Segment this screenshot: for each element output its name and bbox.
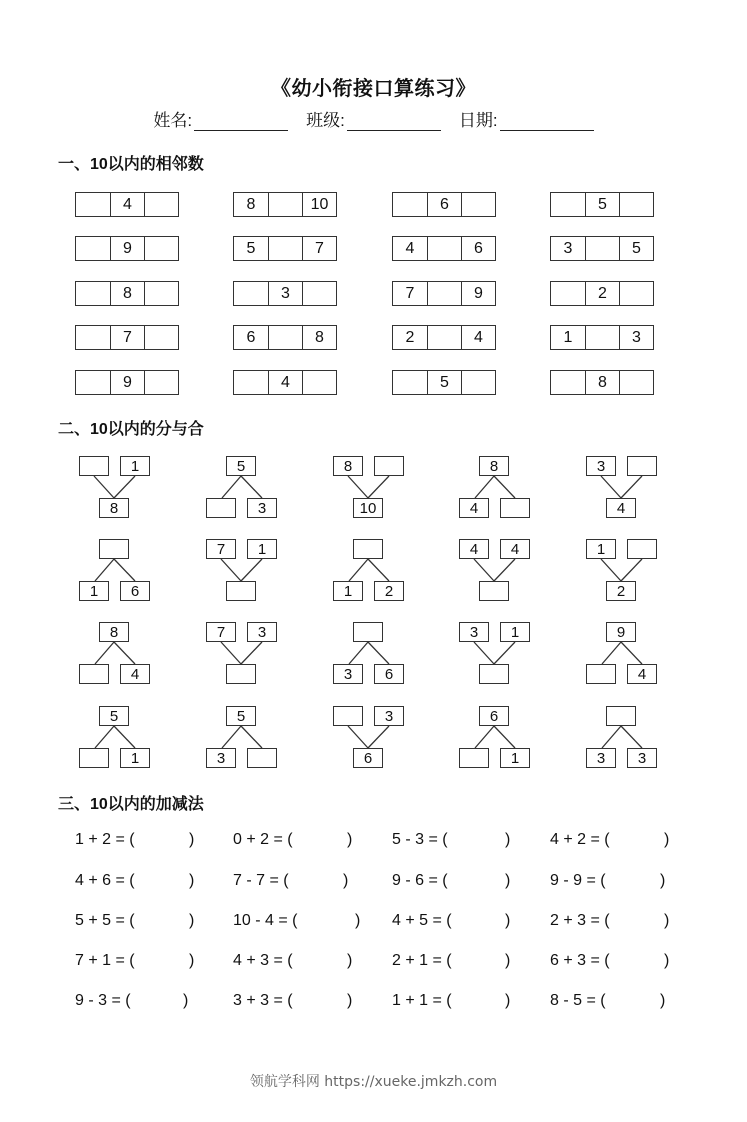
given-number-box: 3	[247, 498, 277, 518]
combine-tree	[206, 622, 286, 686]
equation-expression: 0 + 2 = (	[233, 831, 293, 848]
answer-blank-cell[interactable]	[551, 282, 585, 305]
answer-blank[interactable]	[456, 952, 501, 972]
neighbor-number-box	[392, 192, 496, 217]
neighbor-number-box	[75, 236, 179, 261]
split-tree	[79, 622, 159, 686]
equation-expression: 1 + 1 = (	[392, 992, 452, 1009]
answer-blank[interactable]	[301, 912, 351, 932]
answer-blank-cell[interactable]	[144, 371, 178, 394]
given-number-box: 8	[99, 498, 129, 518]
date-field[interactable]	[459, 106, 594, 131]
answer-blank-cell[interactable]	[427, 326, 461, 349]
given-number-cell: 4	[461, 326, 495, 349]
neighbor-number-box	[392, 236, 496, 261]
answer-blank-cell[interactable]	[585, 326, 619, 349]
given-number-box: 6	[120, 581, 150, 601]
given-number-box: 3	[333, 664, 363, 684]
answer-blank-cell[interactable]	[393, 193, 427, 216]
equation-expression: 5 + 5 = (	[75, 912, 135, 929]
given-number-cell: 6	[461, 237, 495, 260]
given-number-cell: 6	[427, 193, 461, 216]
neighbor-number-box	[75, 192, 179, 217]
class-blank[interactable]	[347, 112, 441, 131]
close-paren: )	[505, 952, 511, 969]
equation-expression: 5 - 3 = (	[392, 831, 448, 848]
answer-blank-cell[interactable]	[76, 371, 110, 394]
given-number-box: 6	[479, 706, 509, 726]
close-paren: )	[505, 831, 511, 848]
equation-expression: 4 + 5 = (	[392, 912, 452, 929]
given-number-box: 8	[333, 456, 363, 476]
equation-expression: 3 + 3 = (	[233, 992, 293, 1009]
close-paren: )	[660, 992, 666, 1009]
given-number-box: 4	[459, 539, 489, 559]
split-tree	[206, 456, 286, 520]
equation-expression: 7 + 1 = (	[75, 952, 135, 969]
answer-blank-cell[interactable]	[144, 326, 178, 349]
close-paren: )	[189, 831, 195, 848]
given-number-box: 1	[500, 748, 530, 768]
combine-tree	[586, 539, 666, 603]
answer-blank-cell[interactable]	[268, 326, 302, 349]
equation-expression: 9 - 9 = (	[550, 872, 606, 889]
equation-expression: 2 + 1 = (	[392, 952, 452, 969]
answer-blank-box[interactable]	[627, 456, 657, 476]
neighbor-number-box	[550, 325, 654, 350]
equation-expression: 4 + 6 = (	[75, 872, 135, 889]
close-paren: )	[664, 831, 670, 848]
split-tree	[79, 706, 159, 770]
given-number-cell: 8	[302, 326, 336, 349]
answer-blank[interactable]	[614, 831, 660, 851]
answer-blank-box[interactable]	[459, 748, 489, 768]
given-number-cell: 7	[405, 284, 415, 302]
given-number-box: 4	[500, 539, 530, 559]
answer-blank-cell[interactable]	[144, 193, 178, 216]
given-number-box: 6	[353, 748, 383, 768]
equation-expression: 1 + 2 = (	[75, 831, 135, 848]
answer-blank-cell[interactable]	[427, 237, 461, 260]
neighbor-number-box	[550, 236, 654, 261]
given-number-cell: 3	[619, 326, 653, 349]
given-number-box: 1	[500, 622, 530, 642]
close-paren: )	[189, 912, 195, 929]
given-number-cell: 4	[110, 193, 144, 216]
answer-blank-cell[interactable]	[461, 371, 495, 394]
given-number-box: 1	[333, 581, 363, 601]
answer-blank-box[interactable]	[586, 664, 616, 684]
given-number-box: 7	[206, 539, 236, 559]
neighbor-number-box	[233, 192, 337, 217]
answer-blank-box[interactable]	[353, 539, 383, 559]
given-number-cell: 8	[246, 195, 256, 213]
split-tree	[459, 456, 539, 520]
answer-blank[interactable]	[452, 872, 501, 892]
answer-blank[interactable]	[139, 831, 185, 851]
neighbor-number-box	[75, 325, 179, 350]
given-number-cell: 8	[585, 371, 619, 394]
answer-blank-box[interactable]	[500, 498, 530, 518]
class-field[interactable]	[306, 106, 441, 131]
answer-blank-cell[interactable]	[76, 326, 110, 349]
combine-tree	[459, 622, 539, 686]
given-number-box: 9	[606, 622, 636, 642]
given-number-box: 3	[206, 748, 236, 768]
answer-blank-box[interactable]	[479, 664, 509, 684]
given-number-cell: 7	[110, 326, 144, 349]
given-number-box: 6	[374, 664, 404, 684]
given-number-box: 2	[606, 581, 636, 601]
name-blank[interactable]	[194, 112, 288, 131]
answer-blank-cell[interactable]	[427, 282, 461, 305]
answer-blank-cell[interactable]	[619, 282, 653, 305]
given-number-cell: 9	[110, 237, 144, 260]
close-paren: )	[343, 872, 349, 889]
given-number-box: 5	[226, 706, 256, 726]
combine-tree	[333, 456, 413, 520]
equation-expression: 2 + 3 = (	[550, 912, 610, 929]
close-paren: )	[347, 952, 353, 969]
answer-blank[interactable]	[139, 912, 185, 932]
given-number-cell: 9	[461, 282, 495, 305]
answer-blank-cell[interactable]	[268, 237, 302, 260]
answer-blank-cell[interactable]	[619, 193, 653, 216]
answer-blank-cell[interactable]	[302, 282, 336, 305]
given-number-cell: 8	[110, 282, 144, 305]
combine-tree	[333, 706, 413, 770]
answer-blank-cell[interactable]	[461, 193, 495, 216]
split-tree	[459, 706, 539, 770]
equation-expression: 10 - 4 = (	[233, 912, 298, 929]
given-number-box: 3	[586, 748, 616, 768]
answer-blank-box[interactable]	[374, 456, 404, 476]
split-tree	[586, 622, 666, 686]
answer-blank-cell[interactable]	[551, 371, 585, 394]
answer-blank-box[interactable]	[226, 664, 256, 684]
answer-blank[interactable]	[456, 912, 501, 932]
equation-expression: 6 + 3 = (	[550, 952, 610, 969]
answer-blank-box[interactable]	[247, 748, 277, 768]
close-paren: )	[664, 912, 670, 929]
close-paren: )	[505, 872, 511, 889]
given-number-box: 8	[479, 456, 509, 476]
given-number-cell: 3	[268, 282, 302, 305]
answer-blank[interactable]	[614, 912, 660, 932]
given-number-cell: 5	[246, 239, 256, 257]
neighbor-number-box	[550, 281, 654, 306]
given-number-cell: 2	[585, 282, 619, 305]
equation-expression: 7 - 7 = (	[233, 872, 289, 889]
answer-blank-cell[interactable]	[619, 371, 653, 394]
answer-blank[interactable]	[610, 992, 656, 1012]
answer-blank-cell[interactable]	[76, 282, 110, 305]
given-number-box: 2	[374, 581, 404, 601]
given-number-cell: 10	[302, 193, 336, 216]
given-number-box: 1	[120, 456, 150, 476]
answer-blank-box[interactable]	[99, 539, 129, 559]
split-tree	[333, 539, 413, 603]
given-number-box: 3	[374, 706, 404, 726]
answer-blank-cell[interactable]	[234, 371, 268, 394]
given-number-box: 5	[226, 456, 256, 476]
answer-blank-box[interactable]	[333, 706, 363, 726]
close-paren: )	[505, 912, 511, 929]
neighbor-number-box	[233, 325, 337, 350]
equation-expression: 9 - 6 = (	[392, 872, 448, 889]
student-info-row	[0, 106, 747, 131]
combine-tree	[206, 539, 286, 603]
footer-watermark: 领航学科网 https://xueke.jmkzh.com	[249, 1074, 498, 1090]
date-blank[interactable]	[500, 112, 594, 131]
answer-blank-box[interactable]	[627, 539, 657, 559]
answer-blank[interactable]	[139, 872, 185, 892]
given-number-box: 3	[627, 748, 657, 768]
answer-blank-cell[interactable]	[76, 237, 110, 260]
answer-blank-box[interactable]	[79, 456, 109, 476]
given-number-cell: 4	[405, 239, 415, 257]
answer-blank[interactable]	[139, 952, 185, 972]
close-paren: )	[347, 831, 353, 848]
neighbor-number-box	[75, 281, 179, 306]
answer-blank-cell[interactable]	[144, 237, 178, 260]
split-tree	[333, 622, 413, 686]
answer-blank[interactable]	[297, 831, 343, 851]
close-paren: )	[189, 872, 195, 889]
answer-blank[interactable]	[135, 992, 179, 1012]
given-number-box: 4	[120, 664, 150, 684]
given-number-box: 4	[459, 498, 489, 518]
combine-tree	[459, 539, 539, 603]
combine-tree	[79, 456, 159, 520]
date-label: 日期:	[458, 111, 498, 130]
given-number-box: 5	[99, 706, 129, 726]
answer-blank-cell[interactable]	[302, 371, 336, 394]
close-paren: )	[664, 952, 670, 969]
answer-blank[interactable]	[297, 992, 343, 1012]
answer-blank[interactable]	[293, 872, 339, 892]
given-number-box: 4	[606, 498, 636, 518]
given-number-cell: 5	[585, 193, 619, 216]
answer-blank-cell[interactable]	[585, 237, 619, 260]
given-number-box: 3	[459, 622, 489, 642]
given-number-box: 1	[586, 539, 616, 559]
answer-blank[interactable]	[614, 952, 660, 972]
answer-blank-box[interactable]	[479, 581, 509, 601]
split-tree	[79, 539, 159, 603]
answer-blank-cell[interactable]	[393, 371, 427, 394]
equation-expression: 4 + 3 = (	[233, 952, 293, 969]
neighbor-number-box	[392, 281, 496, 306]
close-paren: )	[660, 872, 666, 889]
answer-blank-box[interactable]	[606, 706, 636, 726]
answer-blank-cell[interactable]	[234, 282, 268, 305]
given-number-cell: 5	[427, 371, 461, 394]
neighbor-number-box	[550, 370, 654, 395]
given-number-box: 1	[120, 748, 150, 768]
answer-blank[interactable]	[610, 872, 656, 892]
answer-blank-box[interactable]	[79, 664, 109, 684]
close-paren: )	[183, 992, 189, 1009]
given-number-cell: 2	[405, 328, 415, 346]
neighbor-number-box	[233, 370, 337, 395]
given-number-box: 8	[99, 622, 129, 642]
answer-blank-cell[interactable]	[144, 282, 178, 305]
name-label: 姓名:	[153, 111, 193, 130]
answer-blank-box[interactable]	[206, 498, 236, 518]
equation-expression: 8 - 5 = (	[550, 992, 606, 1009]
given-number-box: 7	[206, 622, 236, 642]
split-tree	[586, 706, 666, 770]
close-paren: )	[505, 992, 511, 1009]
answer-blank-cell[interactable]	[551, 193, 585, 216]
equation-expression: 4 + 2 = (	[550, 831, 610, 848]
section-neighbors-title: 一、10以内的相邻数	[58, 156, 204, 173]
given-number-cell: 3	[563, 239, 573, 257]
given-number-box: 3	[247, 622, 277, 642]
answer-blank-cell[interactable]	[268, 193, 302, 216]
given-number-cell: 5	[619, 237, 653, 260]
neighbor-number-box	[550, 192, 654, 217]
combine-tree	[586, 456, 666, 520]
answer-blank[interactable]	[297, 952, 343, 972]
close-paren: )	[347, 992, 353, 1009]
given-number-cell: 7	[302, 237, 336, 260]
section-add-subtract-title: 三、10以内的加减法	[58, 796, 204, 813]
given-number-cell: 4	[268, 371, 302, 394]
neighbor-number-box	[392, 325, 496, 350]
neighbor-number-box	[233, 281, 337, 306]
neighbor-number-box	[75, 370, 179, 395]
given-number-box: 1	[247, 539, 277, 559]
equation-expression: 9 - 3 = (	[75, 992, 131, 1009]
given-number-cell: 9	[110, 371, 144, 394]
answer-blank[interactable]	[456, 992, 501, 1012]
answer-blank-box[interactable]	[353, 622, 383, 642]
worksheet-title: 《幼小衔接口算练习》	[271, 78, 476, 100]
given-number-box: 1	[79, 581, 109, 601]
given-number-box: 3	[586, 456, 616, 476]
split-tree	[206, 706, 286, 770]
given-number-cell: 1	[563, 328, 573, 346]
given-number-cell: 6	[246, 328, 256, 346]
close-paren: )	[189, 952, 195, 969]
answer-blank-box[interactable]	[226, 581, 256, 601]
neighbor-number-box	[233, 236, 337, 261]
class-label: 班级:	[306, 111, 345, 130]
section-split-combine-title: 二、10以内的分与合	[58, 421, 204, 438]
given-number-box: 10	[353, 498, 383, 518]
answer-blank-box[interactable]	[79, 748, 109, 768]
name-field[interactable]	[153, 106, 288, 131]
given-number-box: 4	[627, 664, 657, 684]
answer-blank[interactable]	[452, 831, 501, 851]
answer-blank-cell[interactable]	[76, 193, 110, 216]
close-paren: )	[355, 912, 361, 929]
neighbor-number-box	[392, 370, 496, 395]
